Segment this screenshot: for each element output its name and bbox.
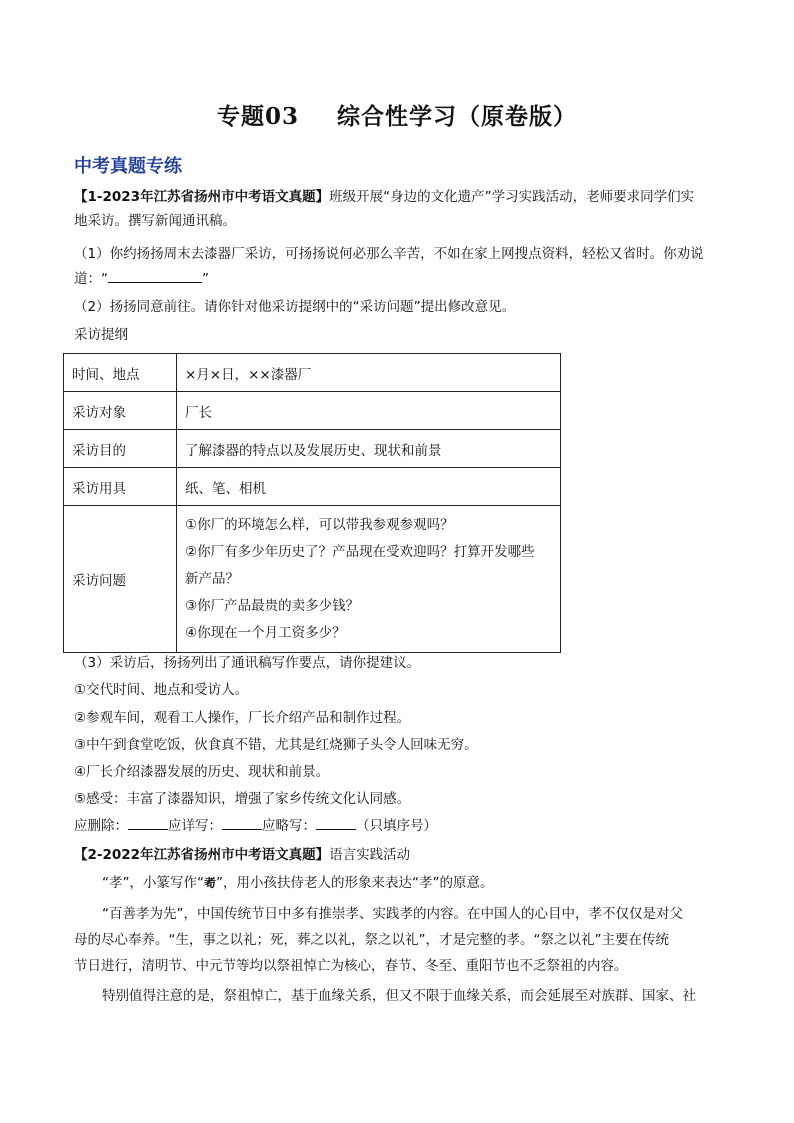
row-value: ×月×日，××漆器厂	[177, 354, 561, 392]
q1-sub2: （2）扬扬同意前往。请你针对他采访提纲中的“采访问题”提出修改意见。	[74, 299, 516, 315]
table-row	[64, 468, 561, 506]
writing-point: ②参观车间，观看工人操作，厂长介绍产品和制作过程。	[74, 710, 411, 726]
q2-para-1-end: ”，用小孩扶侍老人的形象来表达“孝”的原意。	[216, 875, 494, 891]
question-item: ①你厂的环境怎么样，可以带我参观参观吗？	[185, 516, 454, 533]
q1-intro-text: 班级开展“身边的文化遗产”学习实践活动，老师要求同学们实	[329, 189, 695, 205]
answer-detail-label: 应详写：	[168, 818, 222, 834]
row-value: 厂长	[177, 392, 561, 430]
q1-intro-line-1	[74, 188, 694, 206]
q2-para-2-line-1: “百善孝为先”，中国传统节日中多有推崇孝、实践孝的内容。在中国人的心目中，孝不仅仅是对父	[102, 906, 683, 922]
title-main: 综合性学习（原卷版）	[337, 103, 577, 130]
writing-point: ③中午到食堂吃饭，伙食真不错，尤其是红烧狮子头令人回味无穷。	[74, 737, 478, 753]
answer-line	[74, 817, 437, 835]
q2-para-1	[102, 874, 493, 892]
table-row	[64, 430, 561, 468]
answer-blank-detail[interactable]	[222, 817, 262, 830]
row-value: 纸、笔、相机	[177, 468, 561, 506]
q1-sub1-prompt: 道：“	[74, 271, 108, 287]
answer-note: （只填序号）	[356, 818, 437, 834]
answer-blank-1[interactable]	[108, 270, 202, 283]
q2-intro-line	[74, 846, 410, 864]
row-label: 采访用具	[64, 468, 177, 506]
row-value: 了解漆器的特点以及发展历史、现状和前景	[177, 430, 561, 468]
page-title	[0, 98, 794, 131]
table-row	[64, 354, 561, 392]
q1-sub1-close-quote: ”	[202, 271, 209, 287]
row-label: 采访问题	[64, 506, 177, 653]
q1-tag: 【1-2023年江苏省扬州市中考语文真题】	[74, 189, 330, 205]
q2-tag: 【2-2022年江苏省扬州市中考语文真题】	[74, 847, 330, 863]
question-list	[177, 506, 561, 653]
writing-point: ④厂长介绍漆器发展的历史、现状和前景。	[74, 764, 330, 780]
q2-para-2-line-3: 节日进行，清明节、中元节等均以祭祖悼亡为核心，春节、冬至、重阳节也不乏祭祖的内容。	[74, 958, 628, 974]
q2-para-2-line-2: 母的尽心奉养。“生，事之以礼；死，葬之以礼，祭之以礼”，才是完整的孝。“祭之以礼”主要在传统	[74, 932, 669, 948]
q1-sub1-line-2	[74, 270, 209, 288]
outline-title: 采访提纲	[74, 327, 128, 343]
question-item: ②你厂有多少年历史了？产品现在受欢迎吗？打算开发哪些	[185, 543, 535, 560]
section-heading: 中考真题专练	[74, 156, 182, 177]
writing-point: ①交代时间、地点和受访人。	[74, 682, 249, 698]
answer-blank-delete[interactable]	[128, 817, 168, 830]
title-prefix: 专题03	[216, 103, 299, 130]
row-label: 采访对象	[64, 392, 177, 430]
table-row	[64, 506, 561, 653]
answer-delete-label: 应删除：	[74, 818, 128, 834]
question-item: 新产品？	[185, 570, 239, 587]
seal-script-glyph: 耇	[203, 876, 216, 890]
q1-intro-line-2: 地采访。撰写新闻通讯稿。	[74, 213, 236, 229]
interview-outline-table	[63, 353, 561, 653]
q2-para-1-start: “孝”，小篆写作“	[102, 875, 204, 891]
table-row	[64, 392, 561, 430]
row-label: 采访目的	[64, 430, 177, 468]
q1-sub3: （3）采访后，扬扬列出了通讯稿写作要点，请你提建议。	[74, 655, 421, 671]
q2-intro-text: 语言实践活动	[329, 847, 411, 863]
question-item: ③你厂产品最贵的卖多少钱？	[185, 597, 360, 614]
answer-brief-label: 应略写：	[262, 818, 316, 834]
answer-blank-brief[interactable]	[316, 817, 356, 830]
q1-sub1-line-1: （1）你约扬扬周末去漆器厂采访，可扬扬说何必那么辛苦，不如在家上网搜点资料，轻松又省时。你劝说	[74, 246, 704, 262]
writing-point: ⑤感受：丰富了漆器知识，增强了家乡传统文化认同感。	[74, 791, 411, 807]
question-item: ④你现在一个月工资多少？	[185, 624, 346, 641]
q2-para-3-line-1: 特别值得注意的是，祭祖悼亡，基于血缘关系，但又不限于血缘关系，而会延展至对族群、国家、社	[102, 988, 696, 1004]
row-label: 时间、地点	[64, 354, 177, 392]
